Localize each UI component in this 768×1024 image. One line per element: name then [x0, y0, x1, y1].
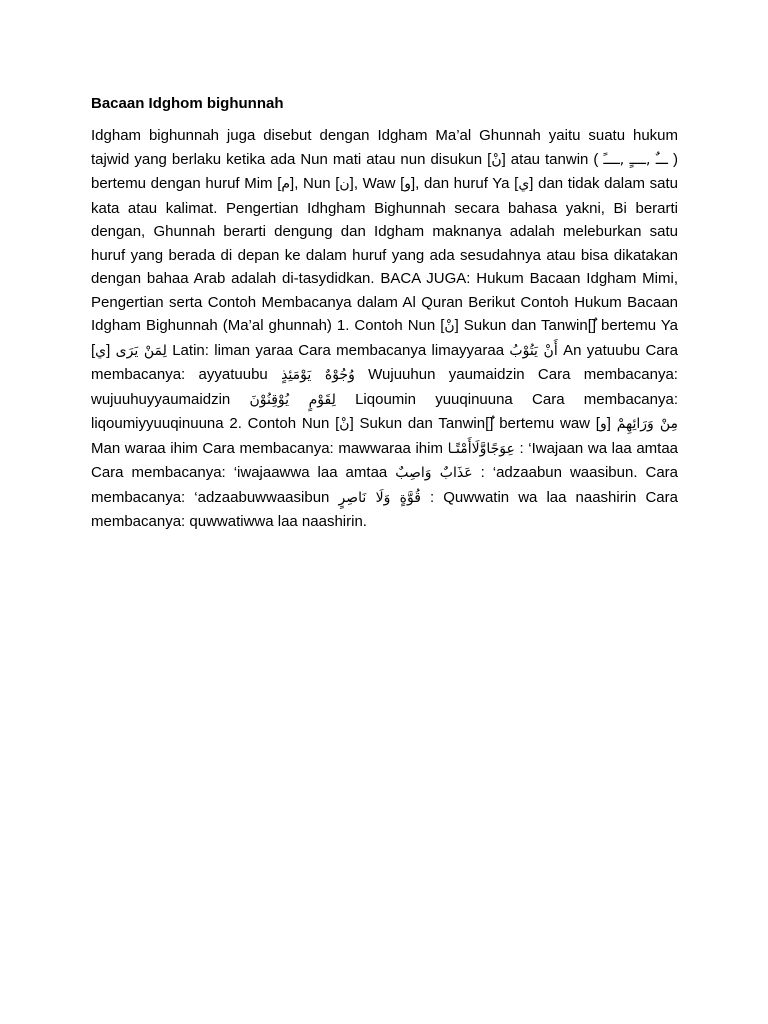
arabic-text: لِمَنْ يَرَى	[115, 342, 167, 359]
body-text-segment: : ‘adzaabun waasibun. Cara membacanya: ‘adzaabuwwaasibun	[91, 464, 679, 506]
body-text-segment: ], dan huruf Ya [	[411, 175, 519, 192]
arabic-text: نْ	[491, 151, 502, 168]
body-text-segment: ] dan tidak dalam satu kata atau kalimat. Pengertian Idhgham Bighunnah secara bahasa yakni, Bi berarti dengan, Ghunnah berarti dengung dan Idgham maknanya adalah meleburkan satu huruf yang berada di depan ke dalam huruf yang ada sesudahnya atau bisa dikatakan dengan bahaa Arab adalah di-tasydidkan. BACA JUGA: Hukum Bacaan Idgham Mimi, Pengertian serta Contoh Membacanya dalam Al Quran Berikut Contoh Hukum Bacaan Idgham Bighunnah (Ma’al ghunnah) 1. Contoh Nun [	[91, 175, 678, 334]
arabic-text: ـــٌ ,ــــٍ ,ــــً	[603, 151, 668, 168]
document-content	[91, 92, 678, 534]
arabic-text: وُجُوْهٌ يَوْمَئِذٍ	[281, 367, 355, 383]
body-text-segment: ], Waw [	[349, 175, 405, 192]
arabic-text: و	[404, 176, 412, 192]
arabic-text: نْ	[444, 318, 455, 334]
body-text-segment: ] atau tanwin (	[501, 150, 604, 168]
arabic-text: ي	[95, 342, 107, 359]
arabic-text: مِنْ وَرَائِهِمْ	[616, 416, 679, 432]
arabic-text: عِوَجًاوَّلَاأَمْتًـا	[447, 440, 515, 457]
body-text-segment: : ‘Iwajaan wa laa amtaa Cara membacanya: ‘iwajaawwa laa amtaa	[91, 439, 679, 481]
arabic-text: ي	[518, 176, 530, 192]
body-text-segment: ], Nun [	[290, 175, 340, 192]
body-text-segment: ] Sukun dan Tanwin[	[349, 415, 490, 432]
body-text-segment: ] bertemu Ya [	[91, 317, 678, 359]
body-text-segment: Man waraa ihim Cara membacanya: mawwaraa ihim	[91, 439, 448, 457]
arabic-text: و	[599, 416, 607, 432]
body-text-segment: Liqoumin yuuqinuuna Cara membacanya: liqoumiyyuuqinuuna 2. Contoh Nun [	[91, 390, 678, 432]
body-text-segment: An yatuubu Cara membacanya: ayyatuubu	[91, 341, 678, 383]
body-paragraph	[91, 124, 678, 534]
arabic-text: أَنْ يَتُوْبُ	[509, 342, 558, 359]
body-text-segment: ] Sukun dan Tanwin[	[454, 317, 592, 334]
document-title: Bacaan Idghom bighunnah	[91, 95, 284, 112]
arabic-text: م	[281, 176, 291, 192]
body-text-segment: ]	[106, 341, 116, 359]
body-text-segment: Latin: liman yaraa Cara membacanya limayyaraa	[166, 341, 510, 359]
arabic-text: عَذَابٌ وَاصِبٌ	[395, 465, 473, 481]
arabic-text: قُوَّةٍ وَلَا نَاصِرٍ	[338, 489, 421, 506]
body-text-segment: ] bertemu waw [	[489, 415, 600, 432]
arabic-text: نْ	[339, 416, 350, 432]
body-text-segment: : Quwwatin wa laa naashirin Cara membacanya: quwwatiwwa laa naashirin.	[91, 488, 678, 530]
arabic-text: لِقَوْمٍ يُوْقِنُوْنَ	[249, 391, 336, 408]
arabic-text: ن	[339, 176, 350, 192]
body-text-segment: ]	[606, 415, 617, 432]
body-text-segment: Wujuuhun yaumaidzin Cara membacanya: wujuuhuyyaumaidzin	[91, 366, 678, 408]
body-text-segment: Idgham bighunnah juga disebut dengan Idgham Ma’al Ghunnah yaitu suatu hukum tajwid yang berlaku ketika ada Nun mati atau nun disukun [	[91, 127, 678, 168]
body-text-segment: ) bertemu dengan huruf Mim [	[91, 150, 679, 192]
